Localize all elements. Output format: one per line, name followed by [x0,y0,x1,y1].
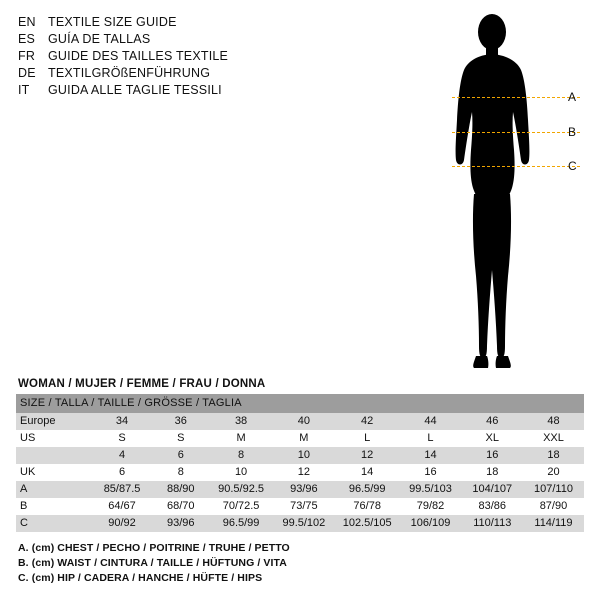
cell: 73/75 [273,498,335,515]
cell: L [335,430,399,447]
table-header-label: SIZE / TALLA / TAILLE / GRÖSSE / TAGLIA [16,394,584,413]
cell: 90.5/92.5 [209,481,272,498]
row-label: Europe [16,413,92,430]
legend-row-a: A. (cm) CHEST / PECHO / POITRINE / TRUHE / PETTO [18,542,290,554]
table-header-row [16,394,584,413]
measure-label-c: C [568,159,577,173]
cell: 110/113 [462,515,523,532]
title-text-fr: GUIDE DES TAILLES TEXTILE [48,49,229,63]
cell: 38 [209,413,272,430]
cell: M [209,430,272,447]
cell: 64/67 [92,498,152,515]
cell: 6 [152,447,209,464]
cell: 104/107 [462,481,523,498]
size-table-section [16,378,584,532]
cell: 12 [273,464,335,481]
cell: 8 [209,447,272,464]
title-lang-en: EN [18,15,36,29]
cell: S [92,430,152,447]
title-row-es [18,31,348,48]
cell: 48 [523,413,584,430]
cell: 90/92 [92,515,152,532]
cell: 44 [399,413,461,430]
table-row [16,447,584,464]
cell: 36 [152,413,209,430]
cell: 46 [462,413,523,430]
title-text-en: TEXTILE SIZE GUIDE [48,15,177,29]
cell: 99.5/102 [273,515,335,532]
cell: 76/78 [335,498,399,515]
cell: 18 [462,464,523,481]
cell: 88/90 [152,481,209,498]
title-text-de: TEXTILGRÖßENFÜHRUNG [48,66,211,80]
title-lang-de: DE [18,66,36,80]
cell: 87/90 [523,498,584,515]
cell: 16 [462,447,523,464]
title-text-it: GUIDA ALLE TAGLIE TESSILI [48,83,222,97]
row-label: B [16,498,92,515]
cell: L [399,430,461,447]
title-row-it [18,82,348,99]
cell: XXL [523,430,584,447]
cell: 96.5/99 [209,515,272,532]
cell: M [273,430,335,447]
measure-label-a: A [568,90,577,104]
cell: 6 [92,464,152,481]
title-row-en [18,14,348,31]
body-figure [430,8,590,376]
legend-row-c: C. (cm) HIP / CADERA / HANCHE / HÜFTE / HIPS [18,572,263,584]
title-text-es: GUÍA DE TALLAS [48,32,151,46]
title-lang-it: IT [18,83,30,97]
cell: 85/87.5 [92,481,152,498]
table-row [16,498,584,515]
table-row [16,515,584,532]
title-block [18,14,348,99]
cell: 99.5/103 [399,481,461,498]
cell: 83/86 [462,498,523,515]
table-row [16,481,584,498]
title-row-de [18,65,348,82]
table-category-label: WOMAN / MUJER / FEMME / FRAU / DONNA [18,378,266,390]
title-lang-fr: FR [18,49,36,63]
cell: 93/96 [152,515,209,532]
cell: 16 [399,464,461,481]
measure-line-b [452,132,580,133]
cell: 70/72.5 [209,498,272,515]
cell: 34 [92,413,152,430]
cell: 18 [523,447,584,464]
cell: 12 [335,447,399,464]
cell: 10 [273,447,335,464]
cell: 8 [152,464,209,481]
size-table [16,394,584,532]
row-label: US [16,430,92,447]
measure-label-b: B [568,125,577,139]
cell: XL [462,430,523,447]
cell: 42 [335,413,399,430]
cell: 40 [273,413,335,430]
title-row-fr [18,48,348,65]
cell: 96.5/99 [335,481,399,498]
row-label [16,447,92,464]
table-row [16,464,584,481]
cell: 68/70 [152,498,209,515]
table-row [16,413,584,430]
cell: 114/119 [523,515,584,532]
cell: 107/110 [523,481,584,498]
cell: 10 [209,464,272,481]
cell: 14 [399,447,461,464]
row-label: UK [16,464,92,481]
measure-line-a [452,97,580,98]
row-label: C [16,515,92,532]
title-lang-es: ES [18,32,36,46]
cell: 106/109 [399,515,461,532]
row-label: A [16,481,92,498]
cell: 93/96 [273,481,335,498]
measure-line-c [452,166,580,167]
cell: S [152,430,209,447]
legend-row-b: B. (cm) WAIST / CINTURA / TAILLE / HÜFTUNG / VITA [18,557,287,569]
female-silhouette-icon [430,8,590,376]
cell: 79/82 [399,498,461,515]
cell: 4 [92,447,152,464]
cell: 102.5/105 [335,515,399,532]
measurement-legend [18,541,418,586]
cell: 20 [523,464,584,481]
cell: 14 [335,464,399,481]
table-row [16,430,584,447]
